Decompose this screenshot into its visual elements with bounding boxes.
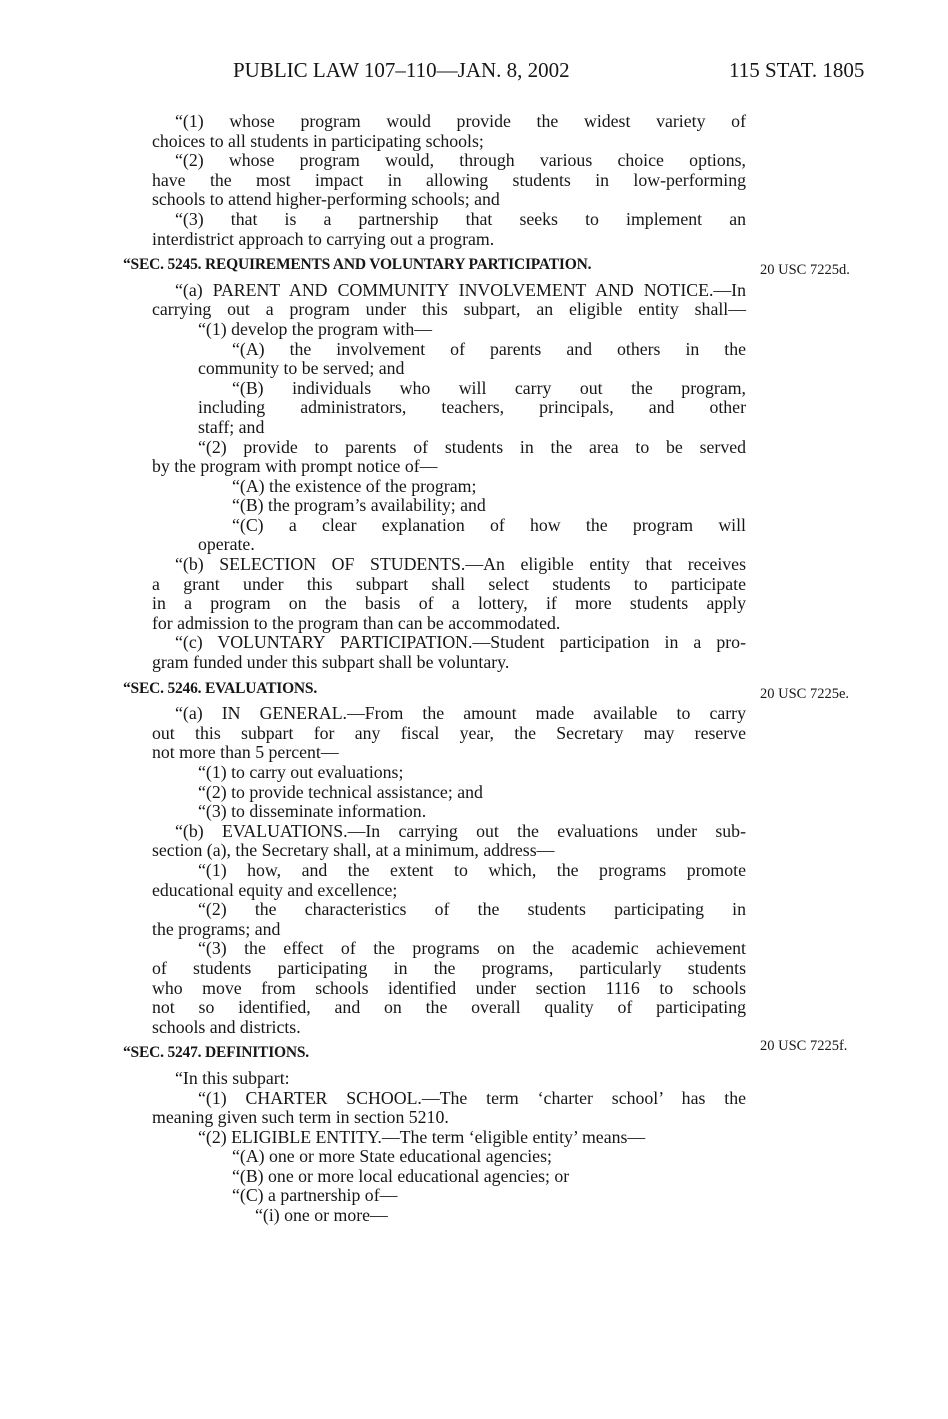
- text-line: gram funded under this subpart shall be voluntary.: [152, 652, 510, 673]
- section-heading-5246: “SEC. 5246. EVALUATIONS.: [123, 679, 318, 697]
- text-line: “(1) how, and the extent to which, the programs promote: [198, 859, 746, 880]
- text-line: by the program with prompt notice of—: [152, 456, 438, 477]
- text-line: “(B) the program’s availability; and: [232, 495, 486, 516]
- text-line: “(1) develop the program with—: [198, 318, 433, 339]
- text-line: “(a) IN GENERAL.—From the amount made available to carry: [175, 703, 746, 724]
- text-line: carrying out a program under this subpart, an eligible entity shall—: [152, 299, 746, 320]
- section-heading-5245: “SEC. 5245. REQUIREMENTS AND VOLUNTARY PARTICIPATION.: [123, 256, 592, 274]
- text-line: “(b) EVALUATIONS.—In carrying out the evaluations under sub-: [175, 820, 746, 841]
- text-line: in a program on the basis of a lottery, if more students apply: [152, 593, 746, 614]
- text-line: out this subpart for any fiscal year, the Secretary may reserve: [152, 722, 746, 743]
- margin-note-usc-7225f: 20 USC 7225f.: [760, 1038, 848, 1054]
- text-line: who move from schools identified under section 1116 to schools: [152, 977, 746, 998]
- text-line: have the most impact in allowing students in low-performing: [152, 169, 746, 190]
- header-law-citation: PUBLIC LAW 107–110—JAN. 8, 2002: [233, 58, 570, 82]
- text-line: “In this subpart:: [175, 1067, 290, 1088]
- text-line: choices to all students in participating schools;: [152, 130, 484, 151]
- header-stat-page: 115 STAT. 1805: [729, 58, 865, 82]
- text-line: operate.: [198, 534, 255, 555]
- text-line: “(b) SELECTION OF STUDENTS.—An eligible entity that receives: [175, 554, 746, 575]
- text-line: “(B) individuals who will carry out the program,: [232, 377, 746, 398]
- text-line: meaning given such term in section 5210.: [152, 1107, 449, 1128]
- text-line: a grant under this subpart shall select students to participate: [152, 573, 746, 594]
- section-heading-5247: “SEC. 5247. DEFINITIONS.: [123, 1044, 309, 1062]
- text-line: not more than 5 percent—: [152, 742, 339, 763]
- text-line: “(2) to provide technical assistance; and: [198, 781, 483, 802]
- text-line: interdistrict approach to carrying out a program.: [152, 228, 495, 249]
- margin-note-usc-7225e: 20 USC 7225e.: [760, 686, 850, 702]
- text-line: for admission to the program than can be accommodated.: [152, 612, 561, 633]
- text-line: of students participating in the programs, particularly students: [152, 957, 746, 978]
- text-line: “(3) that is a partnership that seeks to implement an: [175, 208, 746, 229]
- text-line: the programs; and: [152, 918, 281, 939]
- text-line: “(3) to disseminate information.: [198, 801, 427, 822]
- text-line: “(A) the involvement of parents and others in the: [232, 338, 746, 359]
- text-line: “(a) PARENT AND COMMUNITY INVOLVEMENT AND NOTICE.—In: [175, 279, 746, 300]
- text-line: “(C) a clear explanation of how the program will: [232, 514, 746, 535]
- document-body: [123, 111, 746, 1226]
- text-line: “(A) the existence of the program;: [232, 475, 477, 496]
- text-line: “(A) one or more State educational agencies;: [232, 1146, 552, 1167]
- text-line: community to be served; and: [198, 358, 405, 379]
- text-line: “(2) provide to parents of students in the area to be served: [198, 436, 746, 457]
- text-line: schools to attend higher-performing schools; and: [152, 189, 500, 210]
- text-line: educational equity and excellence;: [152, 879, 398, 900]
- text-line: “(1) CHARTER SCHOOL.—The term ‘charter school’ has the: [198, 1087, 746, 1108]
- text-line: not so identified, and on the overall quality of participating: [152, 997, 746, 1018]
- text-line: “(B) one or more local educational agencies; or: [232, 1165, 570, 1186]
- text-line: section (a), the Secretary shall, at a minimum, address—: [152, 840, 555, 861]
- text-line: schools and districts.: [152, 1016, 301, 1037]
- running-header: [0, 58, 948, 88]
- text-line: “(1) to carry out evaluations;: [198, 762, 404, 782]
- margin-note-usc-7225d: 20 USC 7225d.: [760, 262, 850, 278]
- text-line: “(2) whose program would, through various choice options,: [175, 150, 746, 171]
- text-line: “(2) the characteristics of the students participating in: [198, 899, 746, 920]
- text-line: “(C) a partnership of—: [232, 1185, 398, 1206]
- text-line: “(2) ELIGIBLE ENTITY.—The term ‘eligible entity’ means—: [198, 1126, 646, 1147]
- text-line: staff; and: [198, 416, 265, 437]
- text-line: “(3) the effect of the programs on the academic achievement: [198, 938, 746, 959]
- text-line: “(c) VOLUNTARY PARTICIPATION.—Student participation in a pro-: [175, 632, 746, 653]
- text-line: “(1) whose program would provide the widest variety of: [175, 111, 746, 131]
- text-line: including administrators, teachers, principals, and other: [198, 397, 746, 418]
- text-line: “(i) one or more—: [255, 1205, 388, 1226]
